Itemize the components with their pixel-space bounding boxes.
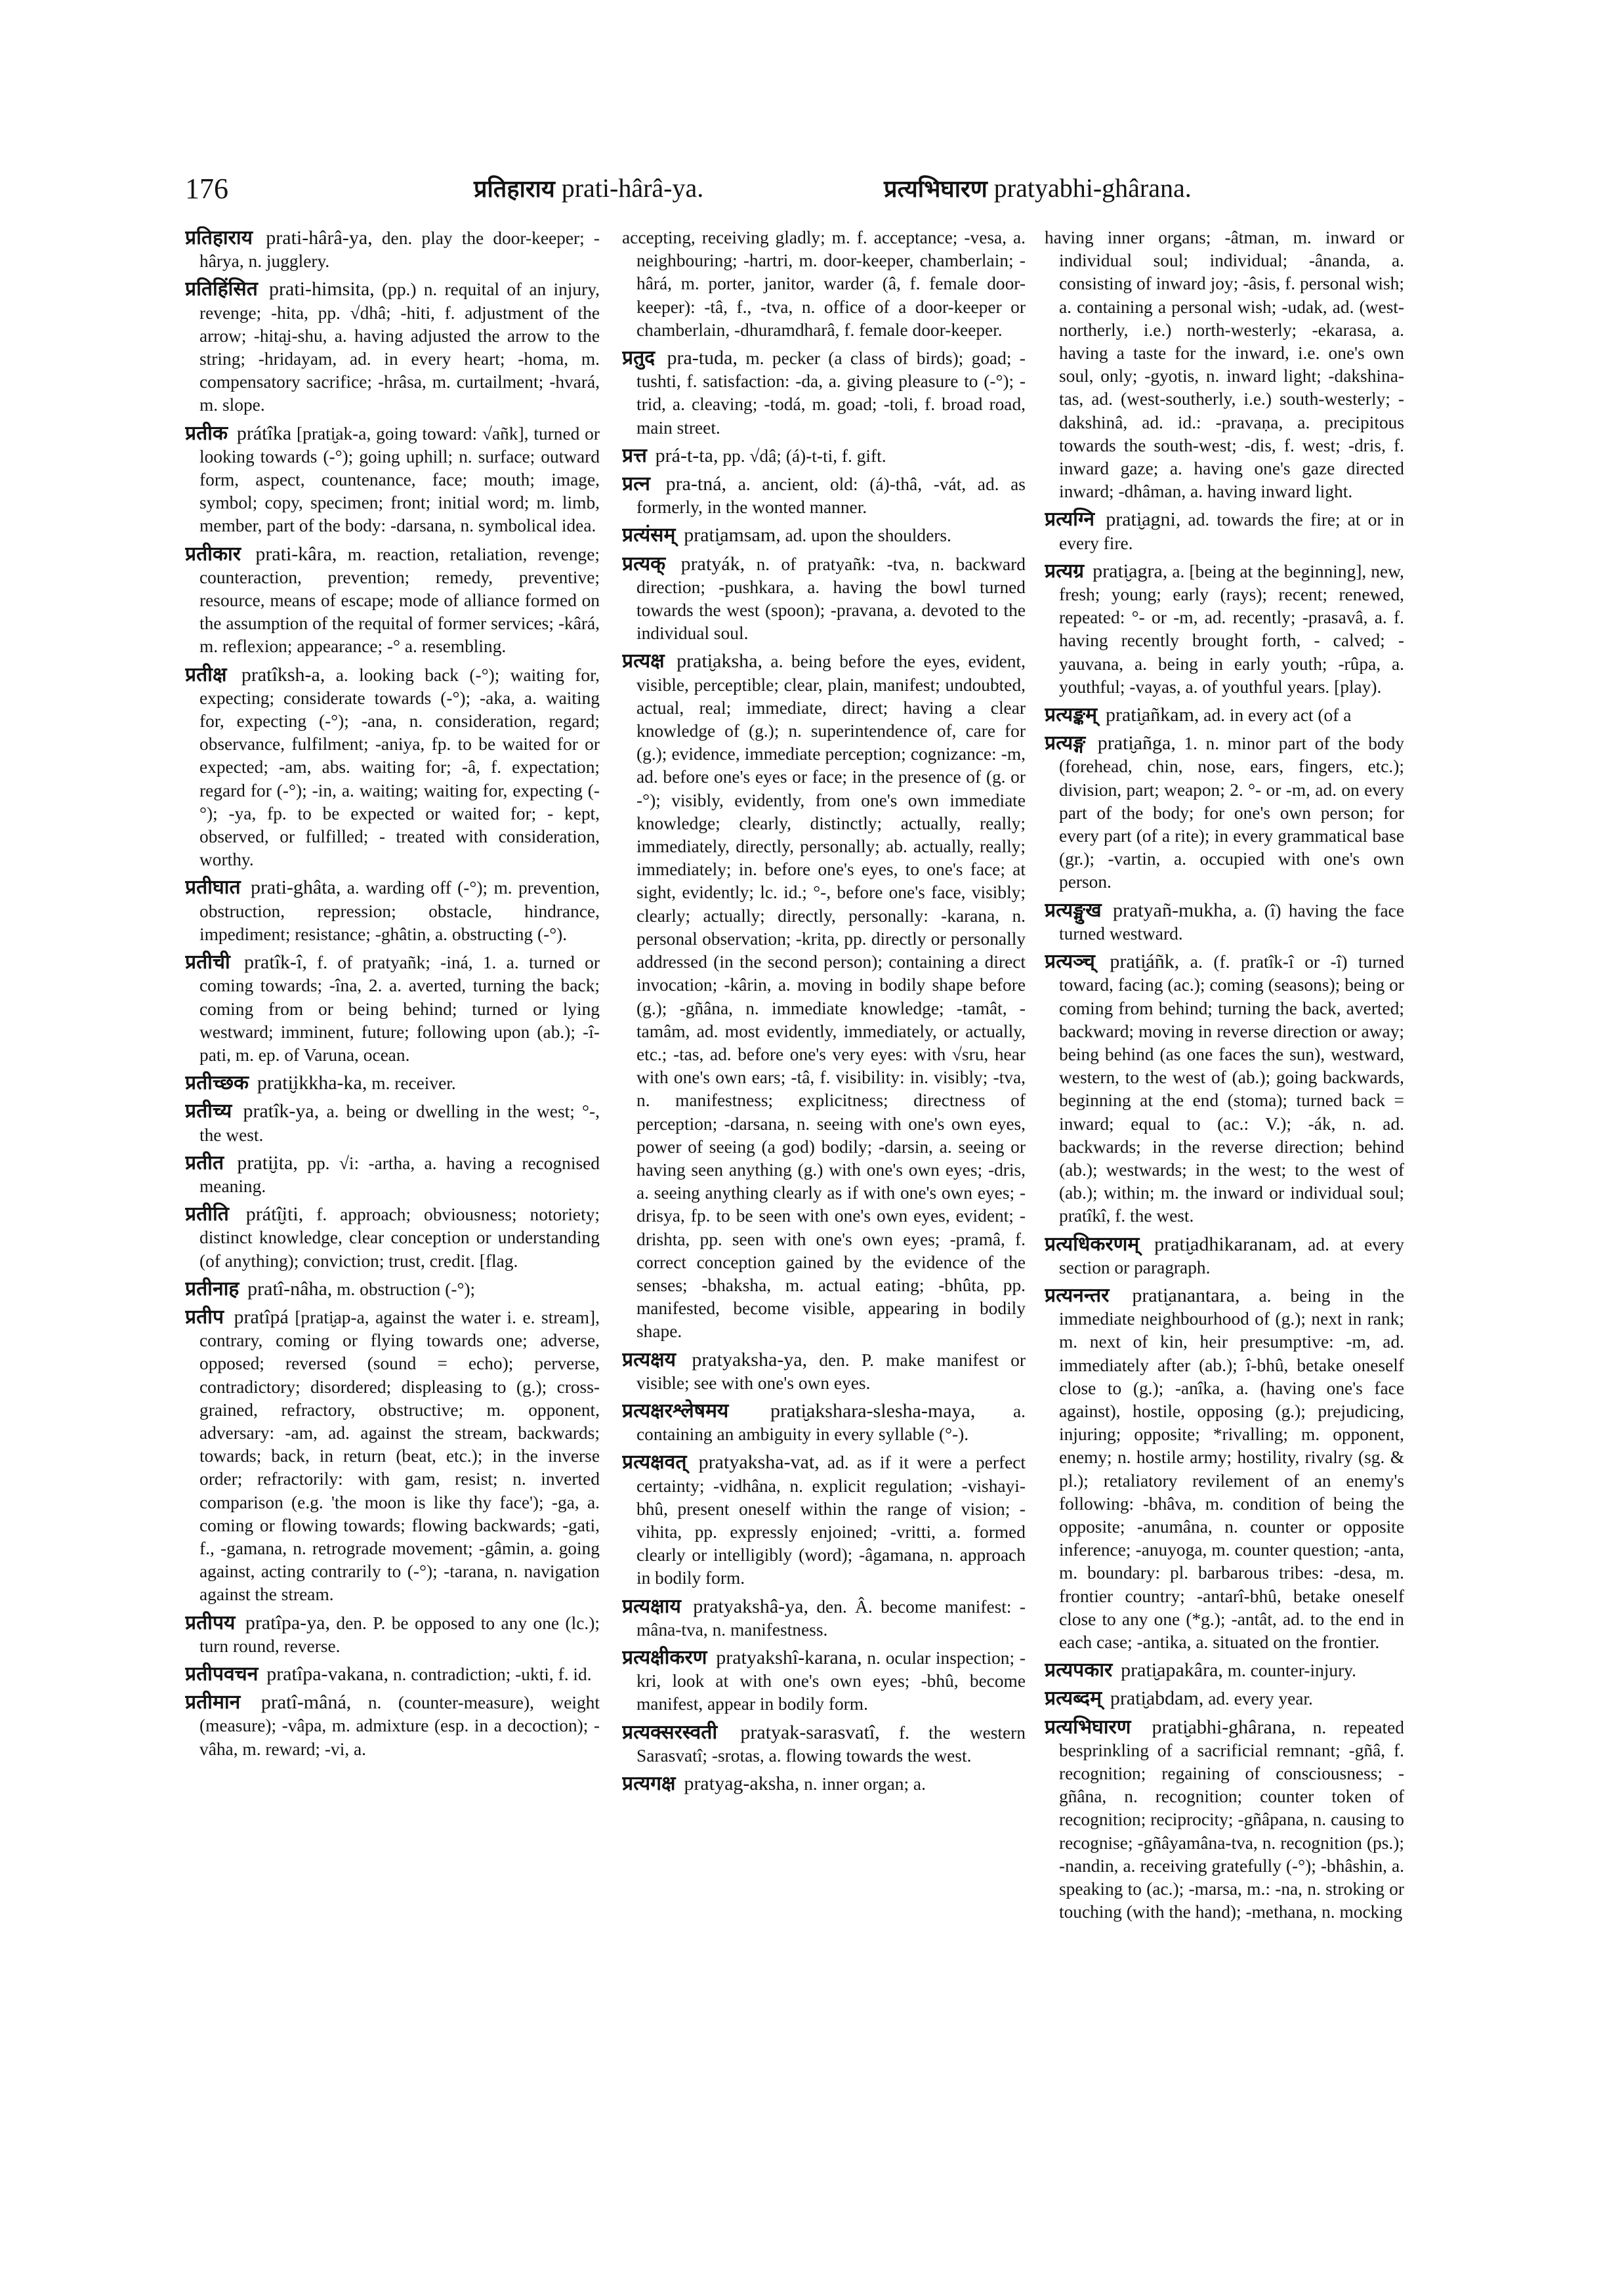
entry-headword: प्रतीमान xyxy=(185,1691,241,1714)
column-2 xyxy=(622,226,1026,2090)
entry-headword: प्रत्यक्षीकरण xyxy=(622,1645,707,1669)
entry-headword: प्रत्यङ्ग xyxy=(1045,732,1086,755)
dictionary-entry xyxy=(1045,1284,1404,1654)
entry-transliteration: pratyañ-mukha, xyxy=(1113,899,1238,921)
entry-definition: m. pecker (a class of birds); goad; -tushti, f. satisfaction: -da, a. giving pleasure to (-°); -trid, a. cleaving; -todá, m. goad; -toli, f. broad road, main street. xyxy=(636,348,1026,438)
entry-definition: n. contradiction; -ukti, f. id. xyxy=(392,1664,592,1684)
entry-headword: प्रत्यक् xyxy=(622,552,666,575)
entry-headword: प्रतीपय xyxy=(185,1611,236,1634)
entry-headword: प्रत्यग्र xyxy=(1045,559,1085,583)
entry-transliteration: prati̮adhikaranam, xyxy=(1154,1233,1297,1255)
dictionary-entry xyxy=(622,444,1026,468)
entry-headword: प्रत्त xyxy=(622,444,647,467)
entry-headword: प्रतीघात xyxy=(185,876,241,899)
running-head-left-translit: prati-hârâ-ya. xyxy=(561,173,704,203)
dictionary-entry xyxy=(1045,508,1404,554)
dictionary-entry xyxy=(1045,560,1404,699)
entry-transliteration: pratyag-aksha, xyxy=(684,1773,800,1794)
entry-definition: a. being in the immediate neighbourhood of (g.); next in rank; m. next of kin, heir presumptive: -m, ad. immediately after (ab.); î-bhû, betake oneself close to (g.); -anîka, a. (having one's face against), hostile, opposing (g.); prejudicing, injuring; opposite; *rivalling; m. opponent, enemy; n. hostile army; hostility, rivalry (sg. & pl.); retaliatory revilement of an enemy's following: -bhâva, m. condition of being the opposite; -anumâna, n. counter or opposite inference; -anuyoga, m. counter question; -anta, m. boundary: pl. barbarous tribes: -desa, m. frontier country; -antarî-bhû, betake oneself close to any one (*g.); -antât, ad. to the end in each case; -antika, a. situated on the frontier. xyxy=(1059,1285,1404,1652)
dictionary-entry xyxy=(185,1151,600,1198)
dictionary-entry xyxy=(622,1595,1026,1642)
entry-transliteration: pratyak-sarasvatî, xyxy=(740,1721,880,1743)
entry-headword: प्रत्यङ्मुख xyxy=(1045,898,1102,922)
entry-headword: प्रत्यक्षय xyxy=(622,1348,677,1371)
entry-headword: प्रत्यञ्च् xyxy=(1045,950,1095,974)
dictionary-entry xyxy=(185,543,600,659)
dictionary-entry xyxy=(185,1100,600,1146)
entry-headword: प्रतीकार xyxy=(185,542,241,566)
entry-definition: a. warding off (-°); m. prevention, obstruction, repression; obstacle, hindrance, impediment; resistance; -ghâtin, a. obstructing (-°). xyxy=(199,878,600,944)
dictionary-entry xyxy=(622,1348,1026,1395)
entry-definition: (pp.) n. requital of an injury, revenge; -hita, pp. √dhâ; -hiti, f. adjustment of the arrow; -hita̮i-shu, a. having adjusted the arrow to the string; -hridayam, ad. in every heart; -homa, m. compensatory sacrifice; -hrâsa, m. curtailment; -hvará, m. slope. xyxy=(199,279,600,415)
entry-transliteration: prati-himsita, xyxy=(269,278,375,300)
entry-definition: f. approach; obviousness; notoriety; distinct knowledge, clear conception or understanding (of anything); conviction; trust, credit. [flag. xyxy=(199,1205,600,1271)
entry-definition: having inner organs; -âtman, m. inward or individual soul; individual; -ânanda, a. consisting of inward joy; -âsis, f. personal wish; a. containing a personal wish; -udak, ad. (west-northerly, i.e.) north-westerly; -ekarasa, a. having a taste for the inward, i.e. one's own soul, only; -gyotis, n. inward light; -dakshina-tas, ad. (west-southerly, i.e.) south-westerly; -dakshinâ, ad. id.: -pravaṇa, a. precipitous towards the south-west; -dis, f. west; -dris, f. inward gaze; a. having one's gaze directed inward; -dhâman, a. having inward light. xyxy=(1045,228,1404,502)
entry-definition: den. P. be opposed to any one (lc.); turn round, reverse. xyxy=(199,1613,600,1656)
entry-transliteration: pra-tuda, xyxy=(667,347,738,369)
running-head-left xyxy=(474,172,703,204)
dictionary-entry xyxy=(185,876,600,946)
entry-headword: प्रतीपवचन xyxy=(185,1662,259,1685)
entry-transliteration: prati̮abhi-ghârana, xyxy=(1152,1716,1296,1738)
entry-transliteration: pratîpa-ya, xyxy=(245,1611,330,1634)
running-head-left-devanagari: प्रतिहाराय xyxy=(474,176,555,203)
entry-definition: f. of pratyañk; -iná, 1. a. turned or coming towards; -îna, 2. a. averted, turning the back; coming from or being behind; turned or lying westward; imminent, future; following upon (ab.); -î-pati, m. ep. of Varuna, ocean. xyxy=(199,953,600,1065)
entry-definition: n. inner organ; a. xyxy=(804,1774,926,1794)
entry-transliteration: pratîpá xyxy=(234,1306,289,1328)
entry-headword: प्रतीनाह xyxy=(185,1277,239,1300)
entry-definition: den. play the door-keeper; -hârya, n. jugglery. xyxy=(199,228,600,272)
column-1 xyxy=(185,226,600,2090)
entry-transliteration: prati-ghâta, xyxy=(250,877,341,899)
running-head-right xyxy=(884,172,1192,204)
entry-transliteration: prati-hârâ-ya, xyxy=(266,227,373,249)
entry-headword: प्रतीति xyxy=(185,1203,229,1226)
dictionary-entry xyxy=(622,1772,1026,1796)
dictionary-entry xyxy=(622,472,1026,519)
entry-headword: प्रत्यनन्तर xyxy=(1045,1283,1110,1307)
dictionary-entry xyxy=(1045,1659,1404,1682)
entry-headword: प्रत्यंसम् xyxy=(622,524,676,547)
dictionary-entry xyxy=(1045,703,1404,727)
entry-definition: a. being before the eyes, evident, visible, perceptible; clear, plain, manifest; undoubted, actual, real; immediate, direct; having a clear knowledge of (g.); n. superintendence of, care for (g.); evidence, immediate perception; cognizance: -m, ad. before one's eyes or face; in the presence of (g. or -°); visibly, evidently, from one's own immediate knowledge; clearly, distinctly; actually, really; immediately, directly, personally; ab. actually, really; immediately; in. before one's eyes, to one's face; at sight, evidently; lc. id.; °-, before one's face, visibly; clearly; actually; directly, personally: -karana, n. personal observation; -krita, pp. directly or personally addressed (in the second person); containing a direct invocation; -kârin, a. moving in bodily shape before (g.); -gñâna, n. immediate knowledge; -tamât, -tamâm, ad. most evidently, immediately, or actually, etc.; -tas, ad. before one's very eyes: with √sru, hear with one's own ears; -tâ, f. visibility: in. visibly; -tva, n. manifestness; explicitness; directness of perception; -darsana, n. seeing with one's own eyes, power of seeing (a god) bodily; -darsin, a. seeing or having seen anything (g.) with one's own eyes; -dris, a. seeing anything clearly as if with one's own eyes; -drisya, fp. to be seen with one's own eyes, evident; -drishta, pp. seen with one's own eyes; -pramâ, f. correct conception gained by the evidence of the senses; -bhaksha, m. actual eating; -bhûta, pp. manifested, become visible, appearing in bodily shape. xyxy=(636,651,1026,1342)
entry-transliteration: pratî-nâha, xyxy=(247,1277,333,1300)
dictionary-entry xyxy=(622,226,1026,342)
dictionary-entry xyxy=(622,1451,1026,1590)
entry-definition: a. looking back (-°); waiting for, expecting; considerate towards (-°); -aka, a. waiting for, expecting (-°); -ana, n. consideration, regard; observance, fulfilment; -aniya, fp. to be waited for or expected; -am, abs. waiting for; -â, f. expectation; regard for (-°); -in, a. waiting; waiting for, expecting (-°); -ya, fp. to be expected or waited for; - kept, observed, or fulfilled; - treated with consideration, worthy. xyxy=(199,665,600,870)
entry-headword: प्रतिहाराय xyxy=(185,226,253,249)
dictionary-entry xyxy=(185,1691,600,1761)
entry-headword: प्रत्यङ्कम् xyxy=(1045,703,1098,727)
entry-headword: प्रत्यक्षरश्लेषमय xyxy=(622,1399,729,1422)
entry-definition: f. the western Sarasvatî; -srotas, a. flowing towards the west. xyxy=(636,1722,1026,1766)
dictionary-entry xyxy=(1045,1716,1404,1924)
entry-transliteration: prátîka xyxy=(236,422,292,444)
entry-transliteration: prati̮abdam, xyxy=(1110,1687,1204,1710)
entry-transliteration: prati̮anantara, xyxy=(1132,1284,1240,1306)
dictionary-entry xyxy=(622,1646,1026,1716)
entry-transliteration: prati̮akshara-slesha-maya, xyxy=(770,1399,976,1422)
entry-definition: m. receiver. xyxy=(371,1073,456,1094)
entry-headword: प्रत्न xyxy=(622,472,650,496)
entry-transliteration: pratyaksha-vat, xyxy=(698,1451,820,1474)
entry-transliteration: prati̮agni, xyxy=(1106,508,1181,531)
dictionary-entry xyxy=(185,1611,600,1658)
entry-definition: m. counter-injury. xyxy=(1227,1661,1356,1681)
entry-transliteration: pratyaksha-ya, xyxy=(692,1348,808,1371)
dictionary-entry xyxy=(1045,899,1404,945)
running-head-right-devanagari: प्रत्यभिघारण xyxy=(884,176,988,203)
dictionary-entry xyxy=(1045,226,1404,503)
entry-definition: den. P. make manifest or visible; see with one's own eyes. xyxy=(636,1350,1026,1393)
entry-definition: den. Â. become manifest: -mâna-tva, n. manifestness. xyxy=(636,1596,1026,1640)
page-number: 176 xyxy=(185,173,228,205)
dictionary-entry xyxy=(185,1663,600,1686)
dictionary-entry xyxy=(1045,732,1404,894)
entry-definition: [prati̮ak-a, going toward: √añk], turned or looking towards (-°); going uphill; n. surface; outward form, aspect, countenance, face; mouth; image, symbol; copy, specimen; front; initial word; m. limb, member, part of the body: -darsana, n. symbolical idea. xyxy=(199,423,600,536)
entry-definition: ad. at every section or paragraph. xyxy=(1059,1234,1404,1277)
dictionary-entry xyxy=(185,1306,600,1607)
entry-headword: प्रतिहिंसित xyxy=(185,278,258,301)
entry-definition: accepting, receiving gladly; m. f. acceptance; -vesa, a. neighbouring; -hartri, m. door-keeper, chamberlain; -hârá, m. porter, janitor, warder (â, f. female door-keeper): -tâ, f., -tva, n. office of a door-keeper or chamberlain, -dhuramdharâ, f. female door-keeper. xyxy=(622,228,1026,340)
entry-headword: प्रतीची xyxy=(185,951,230,974)
entry-transliteration: pra-tná, xyxy=(665,473,727,495)
entry-transliteration: prati̮apakâra, xyxy=(1121,1659,1223,1682)
entry-headword: प्रत्यक्सरस्वती xyxy=(622,1720,718,1744)
entry-transliteration: prátî̮iti, xyxy=(245,1203,304,1226)
column-3 xyxy=(1045,226,1404,2090)
entry-headword: प्रत्यगक्ष xyxy=(622,1772,676,1795)
entry-transliteration: pratyák, xyxy=(680,552,745,575)
entry-definition: n. repeated besprinkling of a sacrificial remnant; -gñâ, f. recognition; regaining of consciousness; -gñâna, n. recognition; counter token of recognition; reciprocity; -gñâpana, n. causing to recognise; -gñâyamâna-tva, n. recognition (ps.); -nandin, a. receiving gratefully (-°); -bhâshin, a. speaking to (ac.); -marsa, m.: -na, n. stroking or touching (with the hand); -methana, n. mocking xyxy=(1059,1717,1404,1922)
entry-transliteration: pratî-mâná, xyxy=(260,1691,352,1714)
entry-transliteration: prati̮añga, xyxy=(1097,732,1176,755)
dictionary-entry xyxy=(185,422,600,538)
entry-definition: a. ancient, old: (á)-thâ, -vát, ad. as formerly, in the wonted manner. xyxy=(636,474,1026,518)
entry-definition: [prati̮ap-a, against the water i. e. stream], contrary, coming or flying towards one; adverse, opposed; reversed (sound = echo); perverse, contradictory; disordered; displeasing to (g.); cross-grained, refractory, obstructive; m. opponent, adversary: -am, ad. against the stream, backwards; towards; back, in return (beat, etc.); in the inverse order; refractorily: with gam, resist; n. inverted comparison (e.g. 'the moon is like thy face'); -ga, a. coming or flowing towards; flowing backwards; -gati, f., -gamana, n. retrograde movement; -gâmin, a. going against, acting contrarily to (-°); -tarana, n. navigation against the stream. xyxy=(199,1307,600,1605)
dictionary-entry xyxy=(185,1203,600,1273)
entry-headword: प्रत्यपकार xyxy=(1045,1659,1113,1682)
entry-definition: ad. upon the shoulders. xyxy=(785,526,951,546)
entry-transliteration: prati̮aksha, xyxy=(677,650,762,672)
dictionary-entry xyxy=(622,524,1026,547)
entry-transliteration: pratîksh-a, xyxy=(241,663,325,686)
dictionary-entry xyxy=(622,346,1026,440)
entry-transliteration: prati̮ita, xyxy=(237,1151,298,1174)
entry-definition: pp. √dâ; (á)-t-ti, f. gift. xyxy=(722,445,886,466)
running-head-right-translit: pratyabhi-ghârana. xyxy=(993,173,1192,203)
page-header xyxy=(185,169,1405,215)
entry-transliteration: pratîk-î, xyxy=(244,951,307,974)
entry-headword: प्रत्यग्नि xyxy=(1045,508,1095,531)
entry-definition: m. obstruction (-°); xyxy=(337,1279,476,1299)
dictionary-entry xyxy=(185,1071,600,1095)
entry-definition: ad. towards the fire; at or in every fire. xyxy=(1059,510,1404,553)
dictionary-entry xyxy=(185,1277,600,1301)
entry-definition: a. containing an ambiguity in every syllable (°-). xyxy=(636,1401,1026,1445)
entry-headword: प्रत्यक्षाय xyxy=(622,1594,681,1618)
entry-transliteration: prati̮añkam, xyxy=(1105,704,1199,726)
entry-transliteration: prati̮ikkha-ka, xyxy=(257,1072,367,1094)
entry-definition: n. (counter-measure), weight (measure); -vâpa, m. admixture (esp. in a decoction); -vâha, m. reward; -vi, a. xyxy=(199,1693,600,1759)
entry-transliteration: prati-kâra, xyxy=(255,543,337,565)
entry-headword: प्रतीक्ष xyxy=(185,663,227,686)
entry-transliteration: prati̮amsam, xyxy=(684,524,781,547)
entry-definition: a. [being at the beginning], new, fresh; young; early (rays); recent; renewed, repeated: °- or -m, ad. recently; -prasavâ, a. f. having recently brought forth, - calved; -yauvana, a. being in early youth; -rûpa, a. youthful; -vayas, a. of youthful years. [play). xyxy=(1059,561,1404,697)
entry-headword: प्रतुद xyxy=(622,346,656,370)
dictionary-entry xyxy=(622,1721,1026,1768)
entry-headword: प्रत्यक्षवत् xyxy=(622,1451,687,1474)
entry-transliteration: pratîk-ya, xyxy=(243,1100,320,1123)
dictionary-entry xyxy=(1045,1687,1404,1710)
entry-transliteration: prati̮agra, xyxy=(1093,560,1168,582)
entry-headword: प्रत्यक्ष xyxy=(622,650,665,673)
entry-definition: ad. every year. xyxy=(1208,1689,1313,1709)
dictionary-entry xyxy=(185,951,600,1067)
entry-headword: प्रतीच्छक xyxy=(185,1071,249,1095)
entry-definition: n. of pratyañk: -tva, n. backward direction; -pushkara, a. having the bowl turned towards the west (spoon); -pravana, a. devoted to the individual soul. xyxy=(636,554,1026,644)
entry-definition: a. (î) having the face turned westward. xyxy=(1059,900,1404,943)
entry-definition: m. reaction, retaliation, revenge; counteraction, prevention; remedy, preventive; resource, means of escape; mode of alliance formed on the assumption of the requital of former services; -kârá, m. reflexion; appearance; -° a. resembling. xyxy=(199,544,600,657)
entry-definition: a. being or dwelling in the west; °-, the west. xyxy=(199,1102,600,1145)
dictionary-entry xyxy=(1045,950,1404,1228)
entry-headword: प्रतीक xyxy=(185,421,228,445)
entry-headword: प्रतीच्य xyxy=(185,1100,232,1123)
entry-headword: प्रत्यब्दम् xyxy=(1045,1687,1102,1710)
entry-headword: प्रतीत xyxy=(185,1151,224,1174)
entry-definition: n. ocular inspection; -kri, look at with one's own eyes; -bhû, become manifest, appear in bodily form. xyxy=(636,1647,1026,1714)
dictionary-entry xyxy=(622,552,1026,646)
entry-definition: pp. √i: -artha, a. having a recognised meaning. xyxy=(199,1153,600,1196)
entry-transliteration: prá-t-ta, xyxy=(655,444,718,466)
dictionary-entry xyxy=(622,650,1026,1343)
entry-transliteration: pratyakshî-karana, xyxy=(716,1646,862,1668)
entry-definition: a. (f. pratîk-î or -î) turned toward, facing (ac.); coming (seasons); being or coming from behind; turning the back, averted; backward; moving in reverse direction or away; being behind (as one faces the sun), westward, western, to the west of (ab.); going backwards, beginning at the end (stoma); turned back = inward; equal to (ac.: V.); -ák, n. ad. backwards; in the reverse direction; behind (ab.); westwards; in the west; to the west of (ab.); within; m. the inward or individual soul; pratîkî, f. the west. xyxy=(1059,952,1404,1226)
entry-transliteration: pratîpa-vakana, xyxy=(266,1663,388,1685)
entry-definition: ad. in every act (of a xyxy=(1203,705,1352,726)
dictionary-entry xyxy=(1045,1233,1404,1279)
entry-definition: 1. n. minor part of the body (forehead, chin, nose, ears, fingers, etc.); division, part; weapon; 2. °- or -m, ad. on every part of the body; for one's own person; for every part (of a rite); in every grammatical base (gr.); -vartin, a. occupied with one's own person. xyxy=(1059,734,1404,892)
entry-headword: प्रत्यभिघारण xyxy=(1045,1715,1131,1739)
dictionary-entry xyxy=(185,278,600,417)
entry-headword: प्रत्यधिकरणम् xyxy=(1045,1232,1140,1256)
dictionary-entry xyxy=(185,663,600,872)
entry-definition: ad. as if it were a perfect certainty; -vidhâna, n. explicit regulation; -vishayi-bhû, present oneself within the range of vision; -vihita, pp. expressly enjoined; -vritti, a. formed clearly or intelligibly (word); -âgamana, n. approach in bodily form. xyxy=(636,1453,1026,1588)
dictionary-entry xyxy=(622,1399,1026,1446)
dictionary-entry xyxy=(185,226,600,273)
entry-transliteration: prati̮áñk, xyxy=(1110,951,1180,973)
entry-transliteration: pratyakshâ-ya, xyxy=(693,1595,808,1617)
entry-headword: प्रतीप xyxy=(185,1305,224,1329)
